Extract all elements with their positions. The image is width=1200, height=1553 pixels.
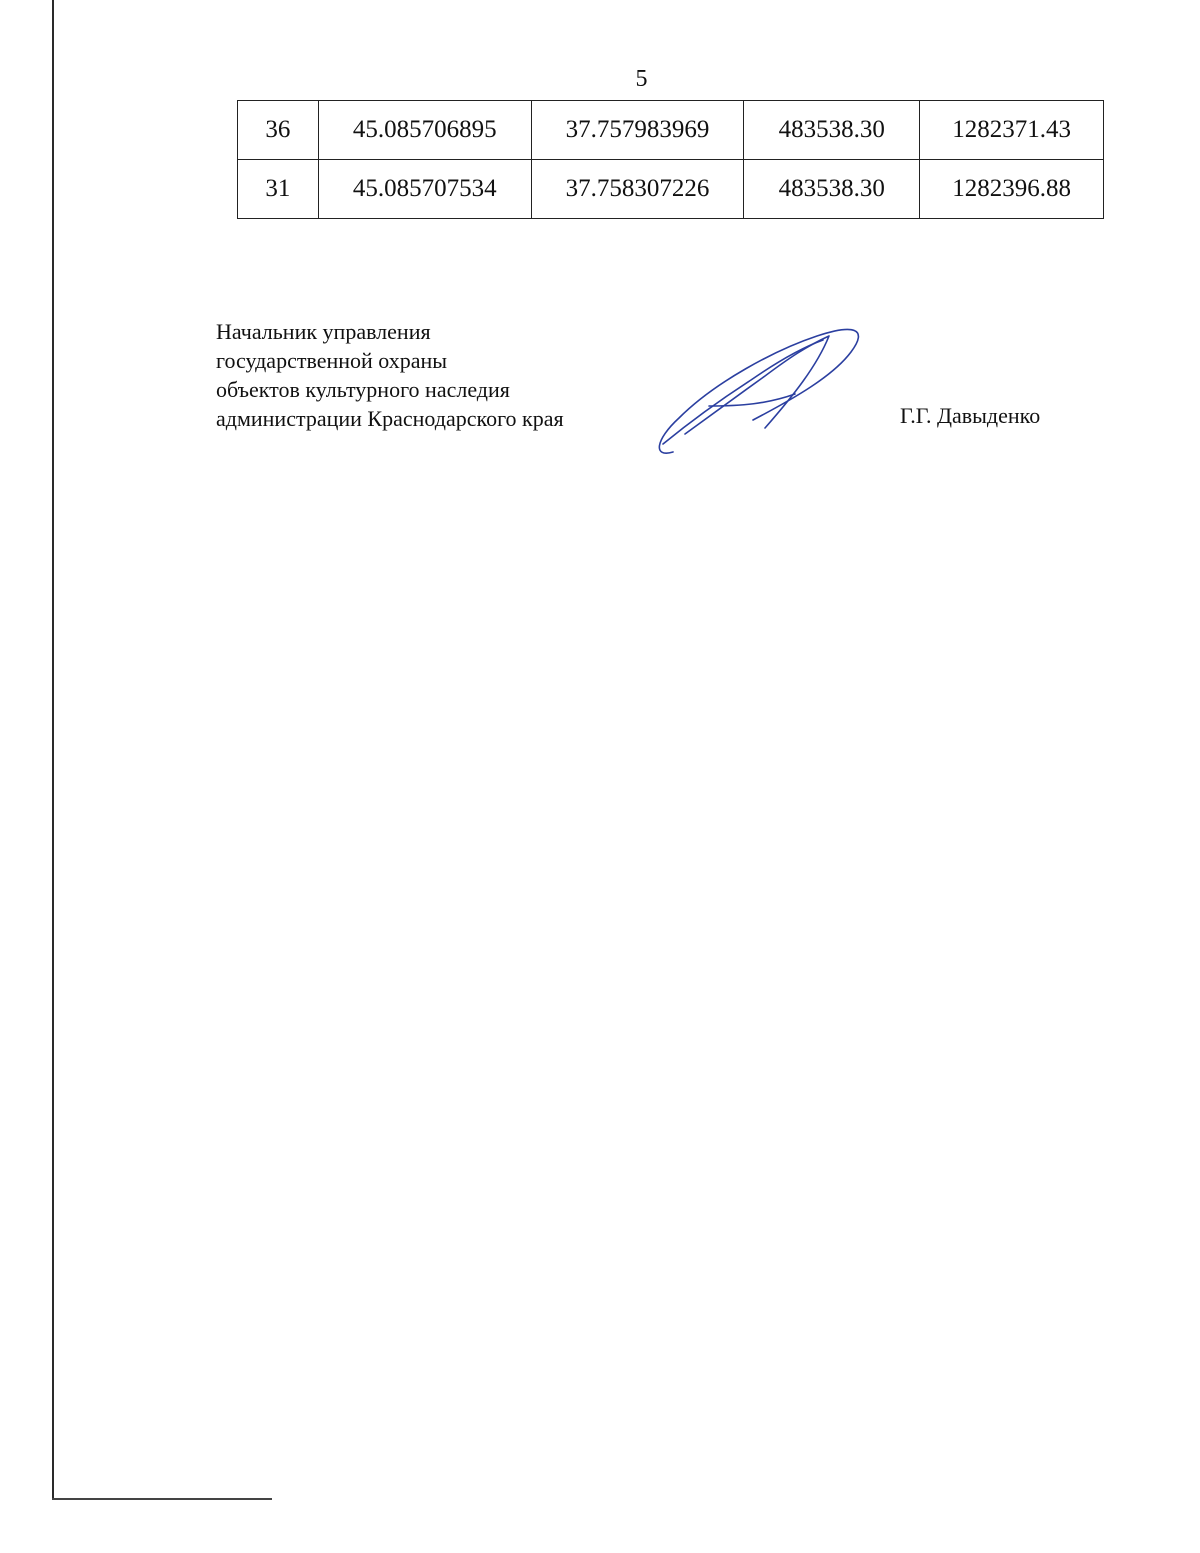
latitude-cell: 45.085706895 xyxy=(318,101,531,160)
point-number-cell: 31 xyxy=(238,160,319,219)
x-coordinate-cell: 483538.30 xyxy=(744,101,920,160)
signature-stroke xyxy=(685,336,829,434)
position-line: Начальник управления xyxy=(216,319,431,344)
y-coordinate-cell: 1282371.43 xyxy=(920,101,1104,160)
latitude-cell: 45.085707534 xyxy=(318,160,531,219)
longitude-cell: 37.758307226 xyxy=(531,160,744,219)
page-number: 5 xyxy=(635,66,648,92)
signatory-position xyxy=(216,317,564,433)
scan-bottom-edge xyxy=(52,1498,272,1500)
position-line: государственной охраны xyxy=(216,348,448,373)
y-coordinate-cell: 1282396.88 xyxy=(920,160,1104,219)
scan-left-edge xyxy=(52,0,54,1500)
signer-name: Г.Г. Давыденко xyxy=(900,403,1041,428)
table-row xyxy=(238,160,1104,219)
signature-icon xyxy=(645,322,875,460)
x-coordinate-cell: 483538.30 xyxy=(744,160,920,219)
longitude-cell: 37.757983969 xyxy=(531,101,744,160)
signature-stroke xyxy=(659,329,858,453)
table-row xyxy=(238,101,1104,160)
point-number-cell: 36 xyxy=(238,101,319,160)
position-line: администрации Краснодарского края xyxy=(216,406,564,431)
position-line: объектов культурного наследия xyxy=(216,377,510,402)
coordinates-table xyxy=(237,100,1104,219)
